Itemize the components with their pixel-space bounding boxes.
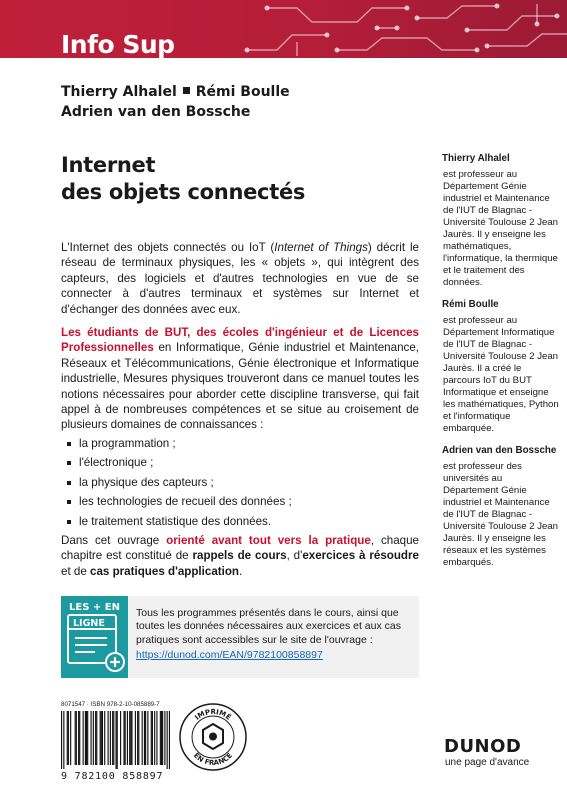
text-run: . <box>239 564 243 578</box>
bio-name: Adrien van den Bossche <box>442 445 557 456</box>
publisher-tagline: une page d'avance <box>445 757 530 768</box>
author-name: Thierry Alhalel <box>61 84 177 100</box>
bio-name: Thierry Alhalel <box>442 153 510 164</box>
book-title <box>61 152 305 206</box>
isbn-line: 8071547 · ISBN 978-2-10-085889-7 <box>61 701 160 708</box>
separator-square <box>183 87 190 94</box>
seal-text-bottom: EN FRANCE <box>191 751 235 768</box>
list-item: l'électronique ; <box>61 455 419 470</box>
online-resources-box <box>61 596 419 678</box>
audience-paragraph <box>61 325 419 433</box>
barcode <box>61 711 170 769</box>
audience-highlight: Les étudiants de BUT, des écoles d'ingénieur et de Licences Professionnelles <box>61 326 419 355</box>
printed-in-france-seal <box>178 702 248 772</box>
text-run-bold: rappels de cours <box>192 549 287 563</box>
bio-text: est professeur au Département Informatique de l'IUT de Blagnac - Université Toulouse 2 Jean Jaurès. Il a créé le parcours IoT du BUT Informatique et enseigne les mathématiques, Python et l'informatique embarquée. <box>443 315 559 434</box>
text-run-bold: exercices à résoudre <box>302 549 419 563</box>
text-run: et de <box>61 564 91 578</box>
seal-text-top: IMPRIMÉ <box>193 707 233 722</box>
author-name: Adrien van den Bossche <box>61 104 251 120</box>
author-bio <box>442 445 560 569</box>
circuit-pattern <box>237 0 567 58</box>
text-run: ) décrit le réseau de terminaux physiques, les « objets », qui intègrent des capteurs, des logiciels et d'autres technologies en vue de se connecter à d'autres terminaux et systèmes sur Internet et d'échanger des données avec eux. <box>61 241 419 316</box>
author-name: Rémi Boulle <box>195 84 290 100</box>
topics-list <box>61 436 419 529</box>
back-cover-description <box>61 240 419 579</box>
title-line-2: des objets connectés <box>61 180 306 204</box>
list-item: le traitement statistique des données. <box>61 514 419 529</box>
text-run: , chaque chapitre est constitué de <box>61 533 419 563</box>
text-run-italic: Internet of Things <box>274 241 368 254</box>
series-banner <box>0 0 567 58</box>
approach-highlight: orienté avant tout vers la pratique <box>166 533 371 547</box>
bio-text: est professeur au Département Génie industriel et Maintenance de l'IUT de Blagnac - Université Toulouse 2 Jean Jaurès. Il y enseigne les mathématiques, l'informatique, la thermique et le traitement des données. <box>443 169 559 288</box>
series-title: Info Sup <box>61 30 175 58</box>
authors-line-1 <box>61 82 290 102</box>
author-list <box>61 82 290 122</box>
intro-paragraph <box>61 240 419 317</box>
author-bios <box>442 153 560 579</box>
author-bio <box>442 299 560 435</box>
book-website-link[interactable]: https://dunod.com/EAN/9782100858897 <box>136 649 323 662</box>
online-description <box>136 607 412 663</box>
author-bio <box>442 153 560 289</box>
list-item: la physique des capteurs ; <box>61 475 419 490</box>
list-item: les technologies de recueil des données ; <box>61 494 419 509</box>
online-text: Tous les programmes présentés dans le cours, ainsi que toutes les données nécessaires aux exercices et aux cas pratiques sont accessibles sur le site de l'ouvrage : <box>136 607 401 646</box>
text-run: , d' <box>286 549 303 563</box>
text-run: L'Internet des objets connectés ou IoT ( <box>61 241 275 254</box>
bio-text: est professeur des universités au Département Génie industriel et Maintenance de l'IUT de Blagnac - Université Toulouse 2 Jean Jaurès. Il y enseigne les réseaux et les systèmes embarqués. <box>443 461 559 568</box>
list-item: la programmation ; <box>61 436 419 451</box>
text-run-bold: cas pratiques d'application <box>90 564 240 578</box>
text-run: en Informatique, Génie industriel et Maintenance, Réseaux et Télécommunications, Génie électronique et Informatique industrielle, Mesures physiques trouveront dans ce manuel toutes les notions nécessaires pour aborder cette discipline transverse, qui fait appel à de nombreuses compétences et se situe au croisement de plusieurs domaines de connaissances : <box>61 341 419 432</box>
badge-label-bottom: LIGNE <box>73 618 105 629</box>
publisher-logo: DUNOD <box>444 736 522 757</box>
ean-number: 9 782100 858897 <box>61 771 164 782</box>
title-line-1: Internet <box>61 153 156 177</box>
badge-label-top: LES + EN <box>69 602 120 613</box>
approach-paragraph <box>61 533 419 579</box>
bio-name: Rémi Boulle <box>442 299 499 310</box>
online-badge <box>61 596 128 678</box>
text-run: Dans cet ouvrage <box>61 533 167 547</box>
